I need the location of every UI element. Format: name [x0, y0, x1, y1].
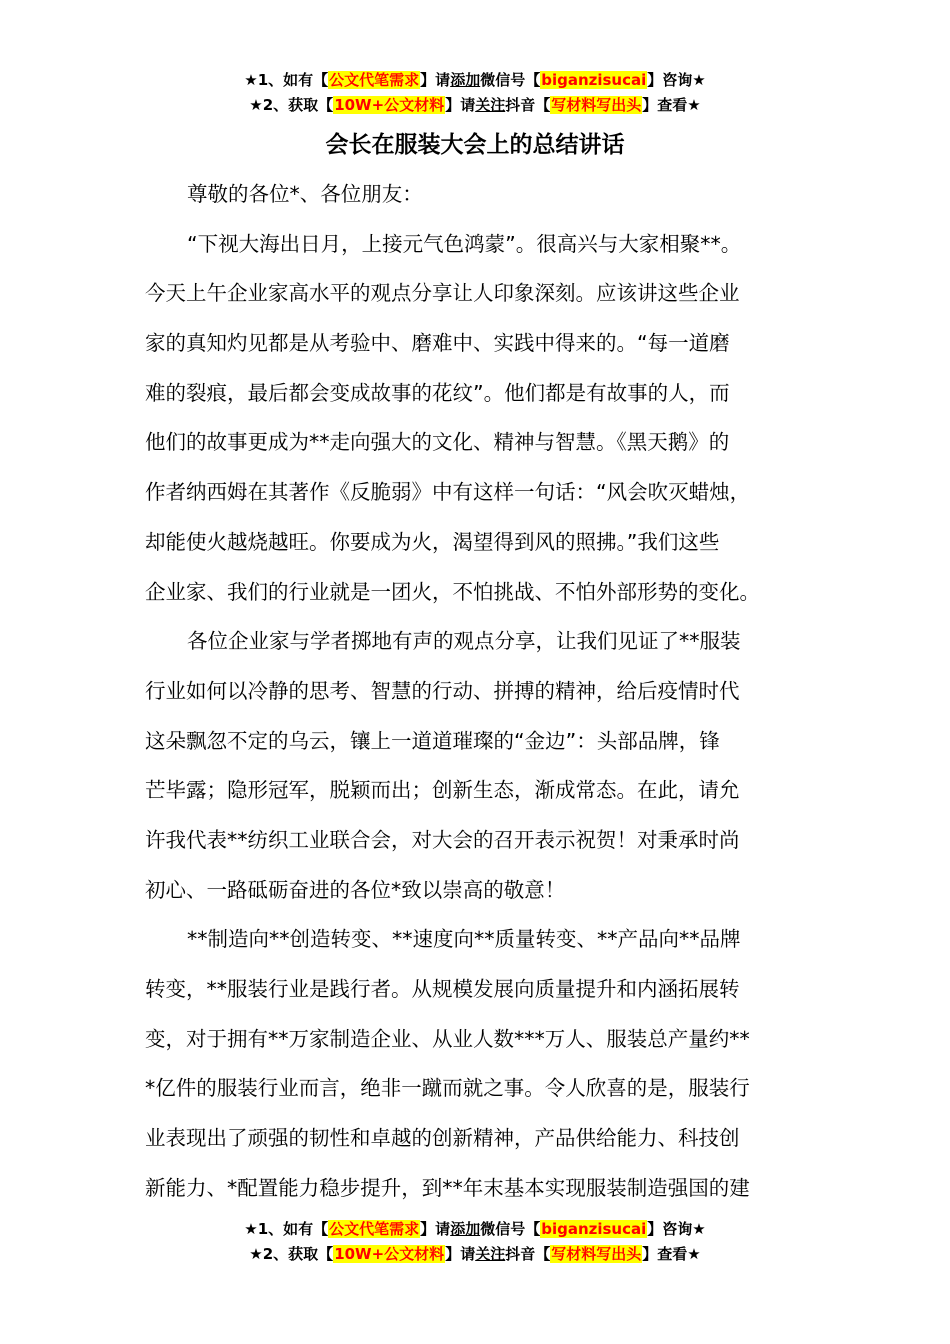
paragraph-line: 却能使火越烧越旺。你要成为火，渴望得到风的照拂。”我们这些	[145, 529, 720, 554]
paragraph-line: 芒毕露；隐形冠军，脱颖而出；创新生态，渐成常态。在此，请允	[145, 778, 740, 803]
promo-text: 抖音【	[505, 96, 551, 114]
promo-text: 微信号【	[480, 71, 541, 89]
paragraph-line: 难的裂痕，最后都会变成故事的花纹”。他们都是有故事的人，而	[145, 380, 730, 405]
paragraph-line: 许我代表**纺织工业联合会，对大会的召开表示祝贺！对秉承时尚	[145, 827, 740, 852]
promo-text: 】查看★	[642, 1245, 701, 1263]
promo-line-1	[0, 1217, 950, 1242]
promo-text: 】请	[445, 96, 476, 114]
promo-wechat-id: biganzisucai	[541, 1220, 647, 1238]
promo-text: 】请	[445, 1245, 476, 1263]
promo-text: ★2、获取【	[249, 96, 334, 114]
promo-line-1	[0, 68, 950, 93]
promo-highlight: 公文代笔需求	[329, 1220, 420, 1238]
paragraph-line: 他们的故事更成为**走向强大的文化、精神与智慧。《黑天鹅》的	[145, 430, 730, 455]
paragraph-line: *亿件的服装行业而言，绝非一蹴而就之事。令人欣喜的是，服装行	[145, 1076, 750, 1101]
paragraph-line: 转变，**服装行业是践行者。从规模发展向质量提升和内涵拓展转	[145, 977, 740, 1001]
paragraph-line: 新能力、*配置能力稳步提升，到**年末基本实现服装制造强国的建	[145, 1175, 750, 1200]
promo-underline: 关注	[475, 96, 506, 114]
paragraph-line: 家的真知灼见都是从考验中、磨难中、实践中得来的。“每一道磨	[145, 331, 730, 356]
promo-line-2	[0, 93, 950, 118]
promo-wechat-id: biganzisucai	[541, 71, 647, 89]
promo-text: 】请	[420, 71, 451, 89]
paragraph-line: 初心、一路砥砺奋进的各位*致以崇高的敬意！	[145, 877, 566, 902]
promo-text: 抖音【	[505, 1245, 551, 1263]
promo-text: 】请	[420, 1220, 451, 1238]
promo-text: ★1、如有【	[244, 71, 329, 89]
promo-underline: 添加	[450, 71, 481, 89]
paragraph-line: 变，对于拥有**万家制造企业、从业人数***万人、服装总产量约**	[145, 1026, 750, 1051]
document-title: 会长在服装大会上的总结讲话	[325, 132, 625, 158]
promo-banner-top	[0, 68, 950, 118]
paragraph-line: 各位企业家与学者掷地有声的观点分享，让我们见证了**服装	[187, 629, 741, 654]
promo-text: 】查看★	[642, 96, 701, 114]
promo-underline: 添加	[450, 1220, 481, 1238]
paragraph-line: 企业家、我们的行业就是一团火，不怕挑战、不怕外部形势的变化。	[145, 579, 760, 604]
paragraph-line: 业表现出了顽强的韧性和卓越的创新精神，产品供给能力、科技创	[145, 1126, 740, 1151]
promo-text: ★2、获取【	[249, 1245, 334, 1263]
promo-underline: 关注	[475, 1245, 506, 1263]
document-body	[145, 170, 815, 1213]
promo-highlight: 公文代笔需求	[329, 71, 420, 89]
promo-douyin-id: 写材料写出头	[551, 1245, 642, 1263]
paragraph-line: 行业如何以冷静的思考、智慧的行动、拼搏的精神，给后疫情时代	[145, 678, 740, 703]
promo-banner-bottom	[0, 1217, 950, 1267]
promo-text: 微信号【	[480, 1220, 541, 1238]
paragraph-line: 作者纳西姆在其著作《反脆弱》中有这样一句话：“风会吹灭蜡烛，	[145, 480, 751, 505]
promo-douyin-id: 写材料写出头	[551, 96, 642, 114]
promo-highlight: 10W+公文材料	[334, 96, 445, 114]
promo-line-2	[0, 1242, 950, 1267]
promo-highlight: 10W+公文材料	[334, 1245, 445, 1263]
paragraph-line: **制造向**创造转变、**速度向**质量转变、**产品向**品牌	[187, 927, 741, 952]
paragraph-line: “下视大海出日月，上接元气色鸿蒙”。很高兴与大家相聚**。	[187, 231, 742, 256]
promo-text: ★1、如有【	[244, 1220, 329, 1238]
paragraph-line: 今天上午企业家高水平的观点分享让人印象深刻。应该讲这些企业	[145, 281, 740, 306]
salutation: 尊敬的各位*、各位朋友：	[187, 182, 423, 206]
promo-text: 】咨询★	[647, 71, 706, 89]
paragraph-line: 这朵飘忽不定的乌云，镶上一道道璀璨的“金边”：头部品牌，锋	[145, 728, 720, 753]
promo-text: 】咨询★	[647, 1220, 706, 1238]
